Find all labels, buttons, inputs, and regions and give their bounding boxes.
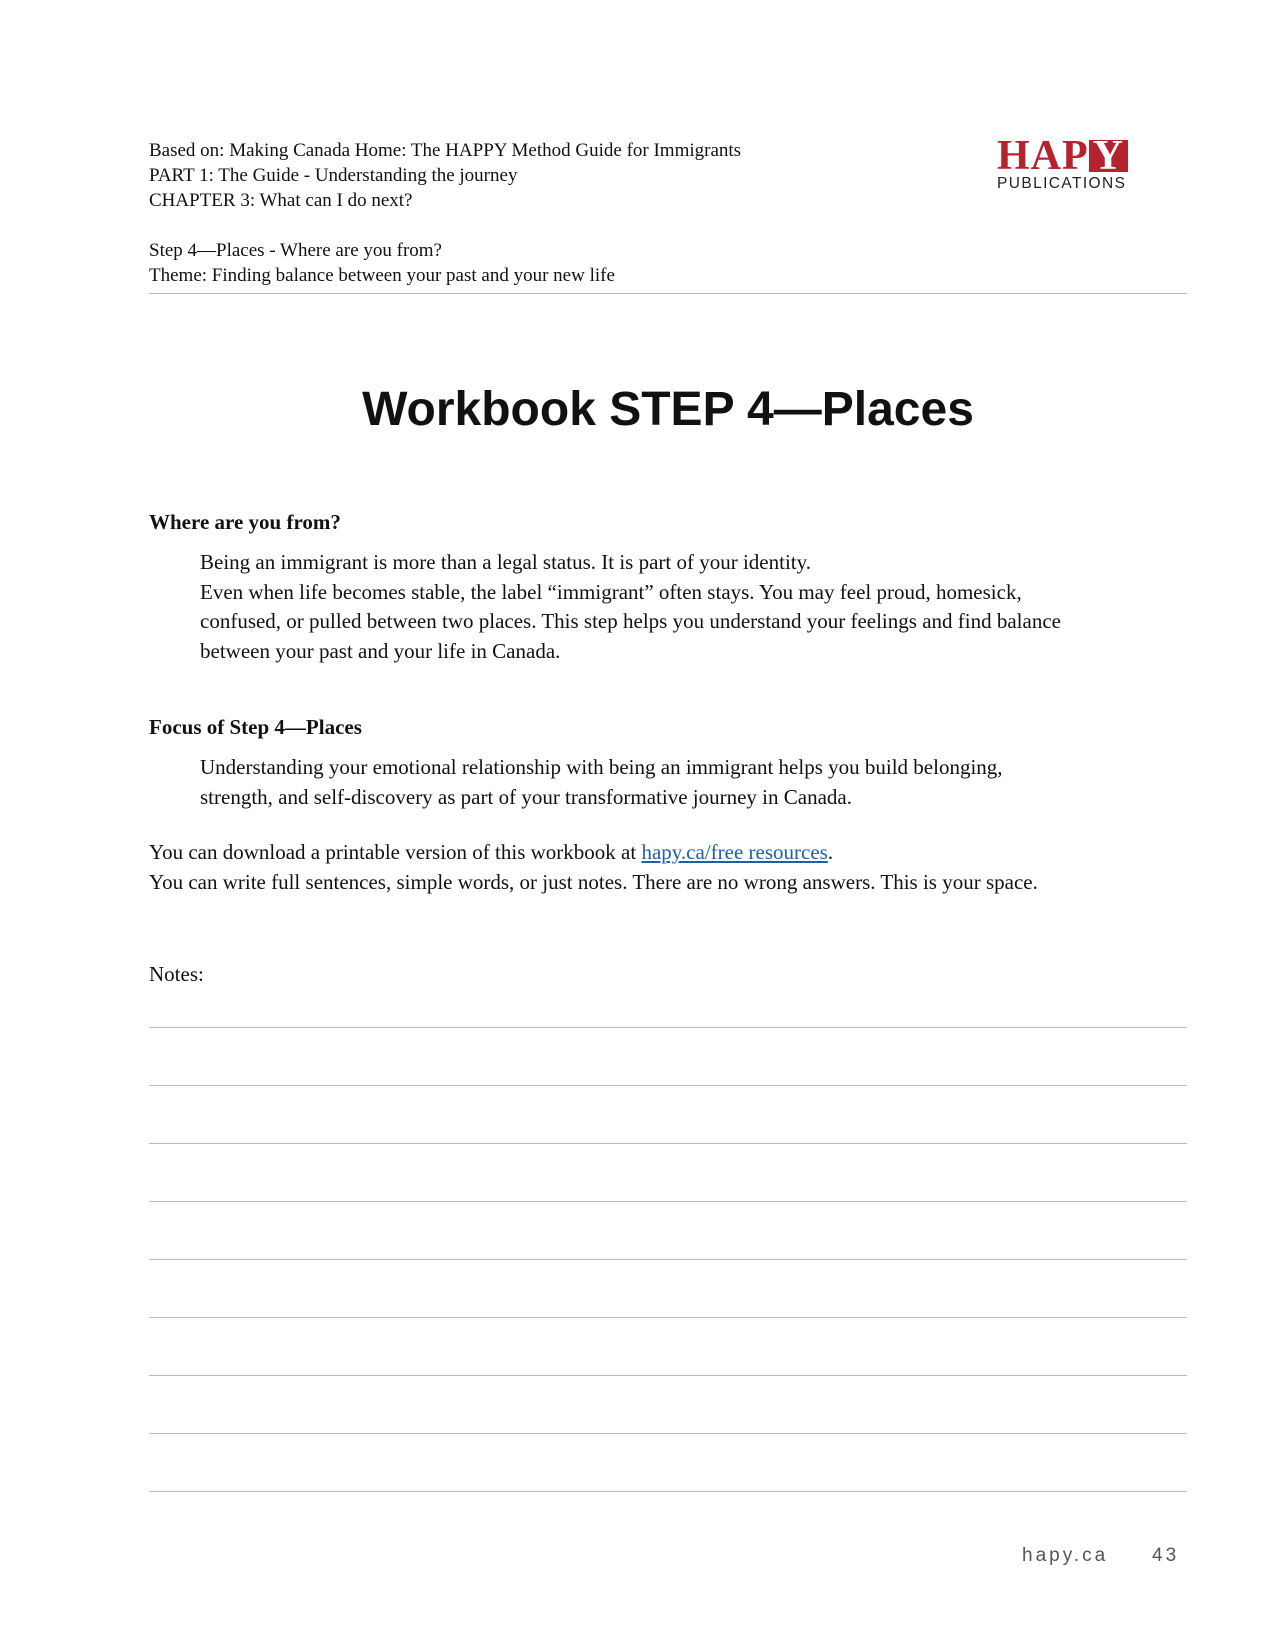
section-heading-where-from: Where are you from? xyxy=(149,510,341,534)
footer-site: hapy.ca xyxy=(1022,1545,1109,1566)
download-line xyxy=(149,838,1038,868)
note-writing-line[interactable] xyxy=(149,1433,1187,1434)
instructions-line: You can write full sentences, simple words, or just notes. There are no wrong answers. This is your space. xyxy=(149,869,1038,894)
download-info xyxy=(149,838,1038,897)
download-suffix: . xyxy=(827,840,834,864)
page-title: Workbook STEP 4—Places xyxy=(362,383,974,436)
body-line: between your past and your life in Canada. xyxy=(200,638,561,663)
body-line: confused, or pulled between two places. This step helps you understand your feelings and find balance xyxy=(200,609,1061,633)
note-writing-line[interactable] xyxy=(149,1085,1187,1086)
note-writing-line[interactable] xyxy=(149,1317,1187,1318)
free-resources-link[interactable]: hapy.ca/free resources xyxy=(641,840,828,864)
logo-wordmark xyxy=(997,133,1177,179)
body-line: Being an immigrant is more than a legal status. It is part of your identity. xyxy=(200,550,812,574)
logo-boxed-letter: Y xyxy=(1089,140,1128,172)
section-heading-focus: Focus of Step 4—Places xyxy=(149,715,362,739)
body-line: strength, and self-discovery as part of your transformative journey in Canada. xyxy=(200,784,852,809)
header-line-theme: Theme: Finding balance between your past and your new life xyxy=(149,265,615,286)
header-info xyxy=(149,138,741,288)
body-line: Understanding your emotional relationship with being an immigrant helps you build belonging, xyxy=(200,755,1003,779)
header-line-step: Step 4—Places - Where are you from? xyxy=(149,240,442,261)
note-writing-line[interactable] xyxy=(149,1143,1187,1144)
hapy-publications-logo xyxy=(997,133,1177,198)
note-writing-line[interactable] xyxy=(149,1491,1187,1492)
header-line-source: Based on: Making Canada Home: The HAPPY Method Guide for Immigrants xyxy=(149,140,742,161)
section-body-focus xyxy=(200,753,1003,812)
header-line-part: PART 1: The Guide - Understanding the journey xyxy=(149,165,518,186)
note-writing-line[interactable] xyxy=(149,1259,1187,1260)
logo-subtitle: PUBLICATIONS xyxy=(997,175,1127,192)
section-body-where-from xyxy=(200,548,1061,666)
header-divider xyxy=(149,293,1187,294)
body-line: Even when life becomes stable, the label “immigrant” often stays. You may feel proud, homesick, xyxy=(200,579,1022,604)
note-writing-line[interactable] xyxy=(149,1201,1187,1202)
note-writing-line[interactable] xyxy=(149,1027,1187,1028)
notes-label: Notes: xyxy=(149,962,204,986)
page-number: 43 xyxy=(1152,1545,1180,1566)
header-line-chapter: CHAPTER 3: What can I do next? xyxy=(149,190,413,211)
note-writing-line[interactable] xyxy=(149,1375,1187,1376)
logo-main-text: HAP xyxy=(997,133,1089,179)
download-prefix: You can download a printable version of this workbook at xyxy=(149,840,642,864)
